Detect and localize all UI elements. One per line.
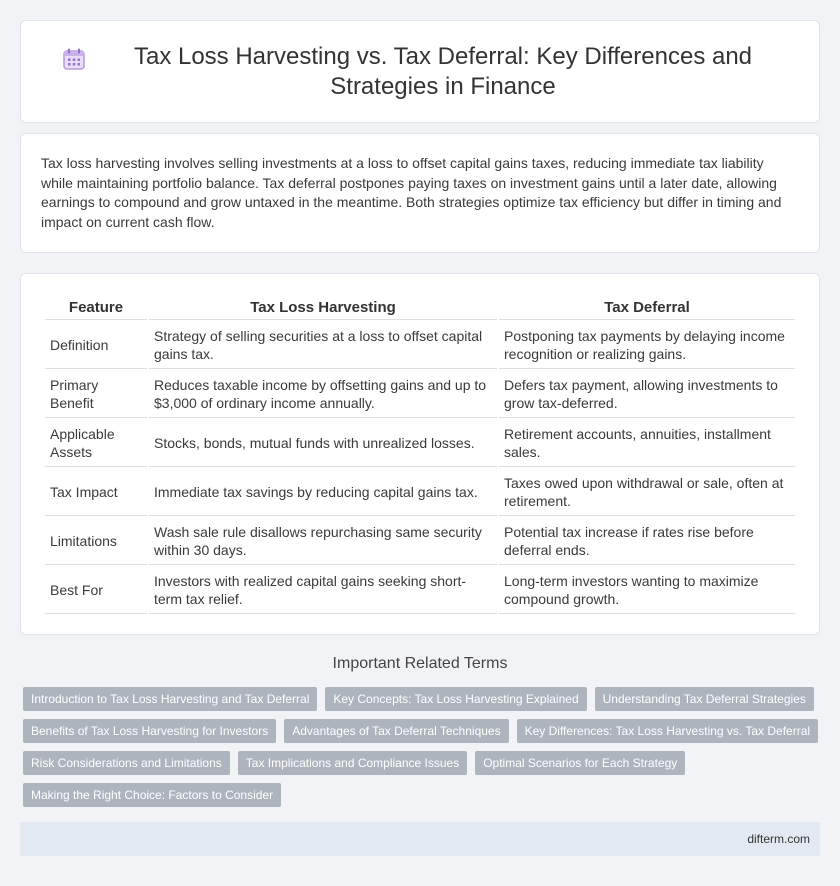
table-row <box>45 469 795 516</box>
tax-loss-harvesting-cell: Immediate tax savings by reducing capital gains tax. <box>149 469 497 516</box>
tax-loss-harvesting-cell: Strategy of selling securities at a loss to offset capital gains tax. <box>149 322 497 369</box>
tax-loss-harvesting-cell: Stocks, bonds, mutual funds with unrealized losses. <box>149 420 497 467</box>
comparison-table <box>43 294 797 616</box>
feature-cell: Primary Benefit <box>45 371 147 418</box>
table-row <box>45 518 795 565</box>
feature-cell: Limitations <box>45 518 147 565</box>
related-terms-list <box>23 687 823 807</box>
comparison-card <box>20 273 820 635</box>
header-tax-loss-harvesting: Tax Loss Harvesting <box>149 296 497 320</box>
tax-loss-harvesting-cell: Reduces taxable income by offsetting gains and up to $3,000 of ordinary income annually. <box>149 371 497 418</box>
header-feature: Feature <box>45 296 147 320</box>
footer-site-name[interactable]: difterm.com <box>747 832 810 846</box>
tax-loss-harvesting-cell: Wash sale rule disallows repurchasing same security within 30 days. <box>149 518 497 565</box>
tax-deferral-cell: Long-term investors wanting to maximize compound growth. <box>499 567 795 614</box>
tax-deferral-cell: Taxes owed upon withdrawal or sale, often at retirement. <box>499 469 795 516</box>
related-term-tag[interactable]: Key Concepts: Tax Loss Harvesting Explained <box>325 687 586 711</box>
intro-card <box>20 133 820 253</box>
related-term-tag[interactable]: Key Differences: Tax Loss Harvesting vs. Tax Deferral <box>517 719 818 743</box>
intro-text: Tax loss harvesting involves selling investments at a loss to offset capital gains taxes, reducing immediate tax liability while maintaining portfolio balance. Tax deferral postpones paying taxes on investment gains until a later date, allowing earnings to compound and grow untaxed in the meantime. Both strategies optimize tax efficiency but differ in timing and impact on current cash flow. <box>41 155 782 230</box>
related-term-tag[interactable]: Advantages of Tax Deferral Techniques <box>284 719 508 743</box>
related-term-tag[interactable]: Understanding Tax Deferral Strategies <box>595 687 814 711</box>
table-header-row <box>45 296 795 320</box>
related-term-tag[interactable]: Introduction to Tax Loss Harvesting and Tax Deferral <box>23 687 317 711</box>
tax-deferral-cell: Postponing tax payments by delaying income recognition or realizing gains. <box>499 322 795 369</box>
tax-deferral-cell: Potential tax increase if rates rise before deferral ends. <box>499 518 795 565</box>
footer <box>20 822 820 856</box>
table-row <box>45 567 795 614</box>
page-title: Tax Loss Harvesting vs. Tax Deferral: Key Differences and Strategies in Finance <box>133 42 753 100</box>
calendar-icon <box>61 46 87 72</box>
feature-cell: Tax Impact <box>45 469 147 516</box>
header-tax-deferral: Tax Deferral <box>499 296 795 320</box>
title-wrap <box>21 21 819 122</box>
related-term-tag[interactable]: Tax Implications and Compliance Issues <box>238 751 467 775</box>
table-row <box>45 420 795 467</box>
related-terms-title: Important Related Terms <box>332 655 508 672</box>
tax-deferral-cell: Retirement accounts, annuities, installment sales. <box>499 420 795 467</box>
feature-cell: Definition <box>45 322 147 369</box>
related-term-tag[interactable]: Risk Considerations and Limitations <box>23 751 230 775</box>
header-card <box>20 20 820 123</box>
related-term-tag[interactable]: Benefits of Tax Loss Harvesting for Investors <box>23 719 276 743</box>
related-term-tag[interactable]: Optimal Scenarios for Each Strategy <box>475 751 685 775</box>
tax-deferral-cell: Defers tax payment, allowing investments to grow tax-deferred. <box>499 371 795 418</box>
related-term-tag[interactable]: Making the Right Choice: Factors to Consider <box>23 783 281 807</box>
feature-cell: Applicable Assets <box>45 420 147 467</box>
table-row <box>45 371 795 418</box>
tax-loss-harvesting-cell: Investors with realized capital gains seeking short-term tax relief. <box>149 567 497 614</box>
table-row <box>45 322 795 369</box>
feature-cell: Best For <box>45 567 147 614</box>
